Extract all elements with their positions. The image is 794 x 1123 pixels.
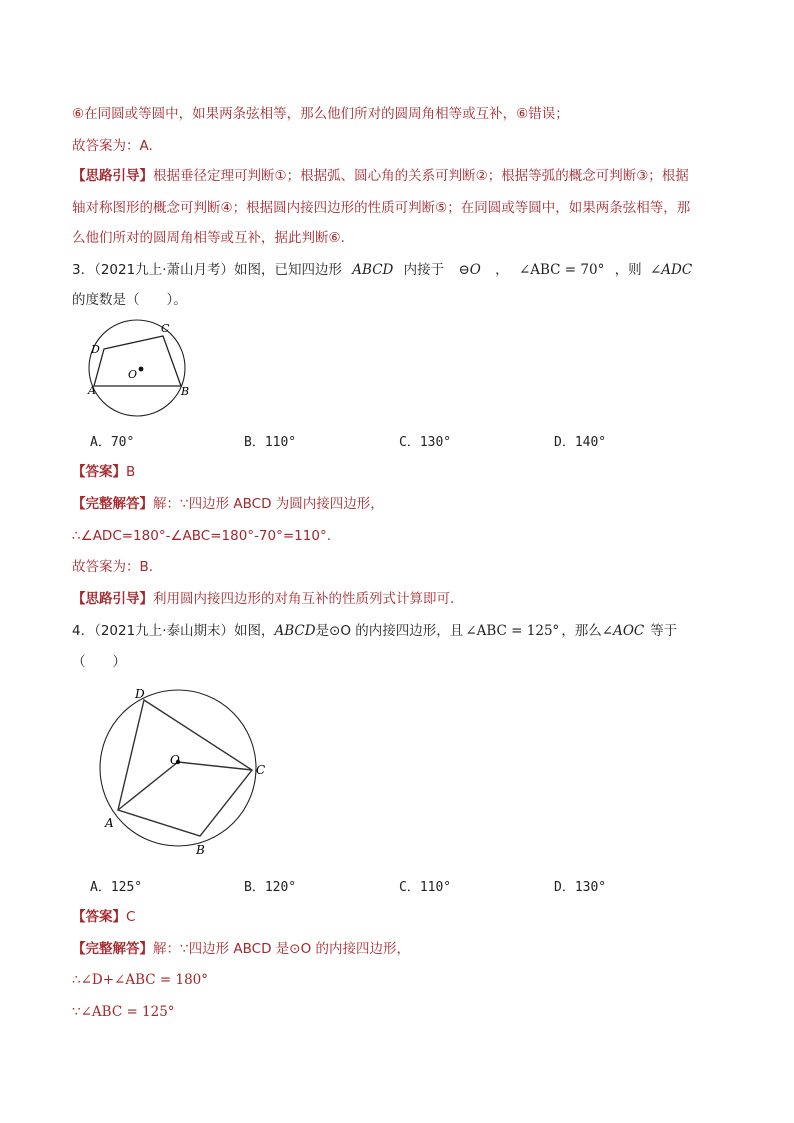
q4-stem-b: 是⊙O 的内接四边形，且: [315, 623, 464, 639]
q4-label-a: A: [105, 816, 114, 830]
q4-label-d: D: [135, 687, 145, 701]
q4-abcd: ABCD: [274, 623, 316, 639]
q4-answer: [72, 907, 734, 927]
q3-solution-2: ∴∠ADC=180°-∠ABC=180°-70°=110°.: [72, 528, 331, 544]
q3-center-dot: [139, 367, 144, 372]
prev-answer-line: 故答案为：A.: [72, 138, 153, 154]
q3-circle-o: ⊖O: [458, 262, 481, 278]
q3-option-a[interactable]: A．70°: [90, 435, 135, 450]
q3-label-o: O: [128, 368, 138, 381]
q4-solution-text-1: 解：∵四边形 ABCD 是⊙O 的内接四边形，: [153, 941, 410, 957]
q3-angle-question: ∠ADC: [649, 262, 693, 278]
q3-stem-a: 3．（2021九上·萧山月考）如图，已知四边形: [72, 262, 342, 278]
q3-option-c[interactable]: C．130°: [399, 435, 452, 450]
q3-hint: [72, 589, 734, 609]
q4-stem-d: 等于: [650, 623, 678, 639]
q4-stem-c: ，那么: [561, 623, 602, 639]
q4-solution-tag: 【完整解答】: [72, 941, 153, 957]
q3-answer: [72, 462, 734, 482]
q4-option-a[interactable]: A．125°: [90, 880, 143, 895]
q4-solution-3: ∵∠ABC = 125°: [72, 1004, 175, 1020]
q3-solution-tag: 【完整解答】: [72, 496, 153, 512]
q4-answer-value: C: [126, 909, 136, 925]
q4-option-b[interactable]: B．120°: [244, 880, 297, 895]
q4-label-o: O: [170, 753, 180, 767]
q3-solution-3: 故答案为：B.: [72, 559, 154, 575]
q3-stem-line-2: 的度数是（ ）。: [72, 292, 187, 308]
q3-answer-tag: 【答案】: [72, 464, 126, 480]
q3-hint-text: 利用圆内接四边形的对角互补的性质列式计算即可.: [153, 591, 455, 607]
q3-option-d[interactable]: D．140°: [554, 435, 607, 450]
q4-label-b: B: [196, 843, 205, 857]
q3-abcd: ABCD: [352, 262, 394, 278]
q3-option-b[interactable]: B．110°: [244, 435, 297, 450]
q3-label-d: D: [91, 343, 100, 356]
q4-angle-question: ∠AOC: [601, 623, 645, 639]
prev-hint-line-1: [72, 166, 734, 186]
q3-solution-1: [72, 494, 734, 514]
q4-solution-1: [72, 939, 734, 959]
q4-figure: [98, 682, 284, 862]
q4-angle-expr: ∠ABC = 125°: [465, 623, 560, 639]
q4-stem-line-1: [72, 621, 734, 641]
q4-option-c[interactable]: C．110°: [399, 880, 452, 895]
q3-hint-tag: 【思路引导】: [72, 591, 153, 607]
q4-label-c: C: [256, 763, 266, 777]
q4-stem-a: 4．（2021九上·泰山期末）如图，: [72, 623, 275, 639]
hint-tag: 【思路引导】: [72, 168, 153, 184]
prev-hint-line-3: 么他们所对的圆周角相等或互补，据此判断⑥.: [72, 230, 345, 246]
q3-label-a: A: [88, 384, 96, 397]
q3-label-b: B: [181, 385, 190, 398]
q4-answer-tag: 【答案】: [72, 909, 126, 925]
q3-answer-value: B: [126, 464, 136, 480]
q3-angle-expr: ∠ABC = 70°: [518, 262, 605, 278]
q4-paren: （ ）: [72, 654, 126, 670]
q3-stem-c: ，: [495, 262, 509, 278]
q3-stem-b: 内接于: [403, 262, 445, 278]
q3-stem-d: ，则: [614, 262, 642, 278]
q3-stem-line-1: [72, 260, 734, 280]
hint-text: 根据垂径定理可判断①；根据弧、圆心角的关系可判断②；根据等弧的概念可判断③；根据: [153, 168, 689, 184]
prev-hint-line-2: 轴对称图形的概念可判断④；根据圆内接四边形的性质可判断⑤；在同圆或等圆中，如果两条弦相等，那: [72, 200, 691, 216]
q4-option-d[interactable]: D．130°: [554, 880, 607, 895]
q3-solution-text-1: 解：∵四边形 ABCD 为圆内接四边形，: [153, 496, 384, 512]
solution-line-6: ⑥在同圆或等圆中，如果两条弦相等，那么他们所对的圆周角相等或互补，⑥错误；: [72, 106, 569, 122]
q3-figure: [84, 316, 196, 420]
q3-quadrilateral: [94, 336, 181, 386]
q4-solution-2: ∴∠D+∠ABC = 180°: [72, 972, 209, 988]
q3-label-c: C: [161, 322, 170, 335]
